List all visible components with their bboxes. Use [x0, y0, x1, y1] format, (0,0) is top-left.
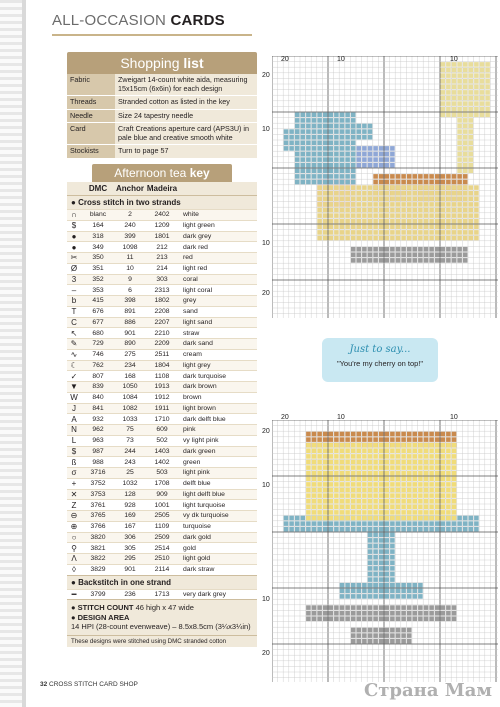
shopping-row	[67, 109, 257, 123]
key-madeira: 2208	[154, 308, 170, 316]
shopping-row	[67, 96, 257, 110]
key-madeira: 1913	[154, 383, 170, 391]
stitch-symbol-icon: N	[71, 425, 77, 435]
key-dmc: 962	[92, 426, 104, 434]
chart2-left-tick-1: 20	[262, 428, 270, 435]
key-colour: light turquoise	[183, 501, 226, 509]
key-rows	[67, 209, 257, 575]
key-anchor: 128	[124, 490, 136, 498]
key-anchor: 6	[128, 286, 132, 294]
stitch-symbol-icon: ○	[71, 532, 77, 542]
key-colour: light red	[183, 265, 208, 273]
key-row	[67, 424, 257, 435]
key-title-1: Afternoon tea	[114, 166, 187, 180]
key-dmc: 3753	[90, 490, 106, 498]
key-madeira: 503	[156, 469, 168, 477]
key-colour: dark grey	[183, 232, 212, 240]
key-row	[67, 456, 257, 467]
stitch-symbol-icon: A	[71, 414, 77, 424]
key-madeira: 1911	[154, 404, 170, 412]
col-madeira: Madeira	[146, 184, 178, 193]
key-madeira: 2505	[154, 512, 170, 520]
design-label: DESIGN AREA	[77, 612, 130, 622]
key-row	[67, 381, 257, 392]
key-madeira: 2207	[154, 318, 170, 326]
key-colour: dark gold	[183, 533, 211, 541]
text-motif	[351, 247, 468, 263]
stitch-symbol-icon: +	[71, 479, 77, 489]
key-anchor: 901	[124, 329, 136, 337]
key-colour: dark turquoise	[183, 372, 227, 380]
key-row	[67, 413, 257, 424]
stitch-symbol-icon: T	[71, 307, 77, 317]
key-anchor: 244	[124, 447, 136, 455]
stitch-symbol-icon: ∿	[70, 350, 78, 360]
back-anchor: 236	[124, 590, 136, 598]
key-row	[67, 306, 257, 317]
key-anchor: 398	[124, 297, 136, 305]
key-madeira: 1804	[154, 361, 170, 369]
key-madeira: 1209	[154, 222, 170, 230]
key-madeira: 2509	[154, 533, 170, 541]
key-madeira: 909	[156, 490, 168, 498]
key-anchor: 891	[124, 308, 136, 316]
key-anchor: 295	[124, 555, 136, 563]
key-madeira: 2511	[154, 351, 170, 359]
stitch-symbol-icon: ✓	[70, 371, 78, 381]
key-dmc: 3820	[90, 533, 106, 541]
key-madeira: 1402	[154, 458, 170, 466]
key-madeira: 502	[156, 437, 168, 445]
key-anchor: 886	[124, 318, 136, 326]
stitch-symbol-icon: ✕	[70, 489, 78, 499]
watermark: Страна Мам	[363, 680, 492, 701]
chart-teapot-grid	[272, 56, 498, 318]
chart2-left-tick-2: 10	[262, 482, 270, 489]
key-dmc: 415	[92, 297, 104, 305]
key-row	[67, 338, 257, 349]
key-dmc: 3765	[90, 512, 106, 520]
key-dmc: 746	[92, 351, 104, 359]
stitch-symbol-icon: ✎	[70, 339, 78, 349]
key-colour: light gold	[183, 555, 211, 563]
key-colour: cream	[183, 351, 202, 359]
key-row	[67, 284, 257, 295]
header-rule	[52, 34, 252, 36]
shopping-key: Needle	[67, 109, 115, 123]
key-anchor: 890	[124, 340, 136, 348]
chart2-top-tick-2: 10	[337, 414, 345, 421]
key-row	[67, 231, 257, 242]
stitch-symbol-icon: $	[71, 221, 77, 231]
stitch-symbol-icon: ⚲	[71, 543, 77, 553]
key-dmc: 677	[92, 318, 104, 326]
stitch-symbol-icon: 3	[71, 274, 77, 284]
stitch-symbol-icon: ⊖	[70, 511, 78, 521]
chart1-left-tick-2: 10	[262, 126, 270, 133]
key-madeira: 2514	[154, 544, 170, 552]
stitch-symbol-icon: ▼	[70, 382, 78, 392]
key-madeira: 1001	[154, 501, 170, 509]
key-anchor: 243	[124, 458, 136, 466]
key-colour: white	[183, 211, 199, 219]
key-row	[67, 349, 257, 360]
key-row	[67, 360, 257, 371]
shopping-row	[67, 123, 257, 145]
key-title-2: key	[189, 166, 210, 180]
shopping-value: Stranded cotton as listed in the key	[115, 96, 257, 110]
key-row	[67, 532, 257, 543]
key-dmc: 318	[92, 232, 104, 240]
key-anchor: 1098	[122, 243, 138, 251]
key-anchor: 928	[124, 501, 136, 509]
key-row	[67, 295, 257, 306]
chart-teapot	[272, 56, 498, 318]
stitch-symbol-icon: ✂	[70, 253, 78, 263]
key-madeira: 214	[156, 265, 168, 273]
col-dmc: DMC	[88, 184, 108, 193]
key-anchor: 234	[124, 361, 136, 369]
key-row	[67, 209, 257, 220]
key-dmc: 807	[92, 372, 104, 380]
stitch-value: 46 high x 47 wide	[135, 603, 194, 613]
key-madeira: 2313	[154, 286, 170, 294]
stitch-symbol-icon: ◊	[72, 565, 76, 575]
key-dmc: 840	[92, 394, 104, 402]
key-anchor: 1082	[122, 404, 138, 412]
key-row	[67, 510, 257, 521]
shopping-title-2: list	[183, 55, 204, 71]
back-dmc: 3799	[90, 590, 106, 598]
key-madeira: 1710	[154, 415, 170, 423]
key-colour: light brown	[183, 404, 216, 412]
key-row	[67, 370, 257, 381]
key-row	[67, 489, 257, 500]
magazine-name: CROSS STITCH CARD SHOP	[49, 681, 138, 688]
key-colour: light sand	[183, 318, 213, 326]
shopping-list	[67, 52, 257, 159]
key-anchor: 73	[126, 437, 134, 445]
key-anchor: 275	[124, 351, 136, 359]
section-back-label: Backstitch in one strand	[78, 577, 171, 587]
key-row	[67, 220, 257, 231]
key-row	[67, 317, 257, 328]
key-madeira: 1403	[154, 447, 170, 455]
key-dmc: 3829	[90, 566, 106, 574]
stitch-symbol-icon: σ	[71, 468, 77, 478]
key-title	[92, 164, 232, 182]
shopping-value: Turn to page 57	[115, 145, 257, 159]
key-madeira: 1708	[154, 480, 170, 488]
header-part2: CARDS	[170, 12, 225, 29]
key-colour: coral	[183, 275, 198, 283]
section-back: ● Backstitch in one strand	[67, 575, 257, 589]
key-colour: dark sand	[183, 340, 213, 348]
col-anchor: Anchor	[116, 184, 144, 193]
key-dmc: 352	[92, 275, 104, 283]
chart1-left-tick-4: 20	[262, 290, 270, 297]
folio	[40, 681, 138, 688]
key-row	[67, 274, 257, 285]
key-dmc: 3821	[90, 544, 106, 552]
key-dmc: 164	[92, 222, 104, 230]
chart1-left-tick-3: 10	[262, 240, 270, 247]
key-dmc: blanc	[89, 211, 107, 219]
stitch-symbol-icon: ↖	[70, 328, 78, 338]
key-madeira: 2210	[154, 329, 170, 337]
key-anchor: 75	[126, 426, 134, 434]
shopping-value: Zweigart 14-count white aida, measuring 15x15cm (6x6in) for each design	[115, 74, 257, 96]
key-madeira: 609	[156, 426, 168, 434]
key-colour: dark red	[183, 243, 208, 251]
key-madeira: 1912	[154, 394, 170, 402]
key-dmc: 351	[92, 265, 104, 273]
key-row	[67, 327, 257, 338]
section-cross-label: Cross stitch in two strands	[78, 198, 181, 207]
stitch-symbol-icon: ∩	[71, 210, 77, 220]
key-madeira: 2209	[154, 340, 170, 348]
key-dmc: 3752	[90, 480, 106, 488]
shopping-value: Size 24 tapestry needle	[115, 109, 257, 123]
key-colour: grey	[183, 297, 197, 305]
key-madeira: 1109	[154, 523, 170, 531]
chart-cake	[272, 420, 498, 682]
key-colour: green	[183, 458, 201, 466]
key-dmc: 987	[92, 447, 104, 455]
chart-cake-grid	[272, 420, 498, 682]
backstitch-row	[67, 589, 257, 600]
key-dmc: 841	[92, 404, 104, 412]
key-anchor: 1084	[122, 394, 138, 402]
back-madeira: 1713	[154, 590, 170, 598]
shopping-key: Stockists	[67, 145, 115, 159]
key-row	[67, 564, 257, 575]
key-dmc: 350	[92, 254, 104, 262]
key-colour: vy light pink	[183, 437, 219, 445]
key-dmc: 353	[92, 286, 104, 294]
stitch-symbol-icon: L	[71, 436, 77, 446]
key-columns	[67, 182, 257, 195]
key-dmc: 729	[92, 340, 104, 348]
key-colour: delft blue	[183, 480, 211, 488]
shopping-key: Threads	[67, 96, 115, 110]
key-anchor: 1032	[122, 480, 138, 488]
shopping-table	[67, 74, 257, 159]
key-dmc: 680	[92, 329, 104, 337]
stitch-symbol-icon: Ʌ	[71, 554, 77, 564]
key-row	[67, 263, 257, 274]
key-anchor: 306	[124, 533, 136, 541]
key-colour: light green	[183, 222, 215, 230]
key-madeira: 1108	[154, 372, 170, 380]
key-dmc: 3822	[90, 555, 106, 563]
stitch-symbol-icon: Z	[71, 500, 77, 510]
key-anchor: 240	[124, 222, 136, 230]
bubble-line1: Just to say...	[349, 344, 411, 355]
key-madeira: 212	[156, 243, 168, 251]
key-colour: brown	[183, 394, 202, 402]
stitch-symbol-icon: b	[71, 296, 77, 306]
chart2-left-tick-4: 20	[262, 650, 270, 657]
shopping-key: Fabric	[67, 74, 115, 96]
stitch-info: ● STITCH COUNT 46 high x 47 wide ● DESIGN AREA 14 HPI (28-count evenweave) – 8.5x8.5cm (3¼x3¼in)	[67, 599, 257, 635]
key-madeira: 2402	[154, 211, 170, 219]
key-anchor: 11	[126, 254, 134, 262]
key-dmc: 3766	[90, 523, 106, 531]
key-dmc: 988	[92, 458, 104, 466]
key-colour: light coral	[183, 286, 213, 294]
chart1-top-tick-1: 20	[281, 56, 289, 63]
key-dmc: 3761	[90, 501, 106, 509]
key-colour: gold	[183, 544, 196, 552]
key-anchor: 169	[124, 512, 136, 520]
key-anchor: 1033	[122, 415, 138, 423]
key-anchor: 1050	[122, 383, 138, 391]
page-number: 32	[40, 681, 48, 688]
stitch-symbol-icon: J	[72, 403, 76, 413]
key-row	[67, 403, 257, 414]
shopping-row	[67, 74, 257, 96]
dmc-note: These designs were stitched using DMC stranded cotton	[67, 635, 257, 647]
thread-key	[67, 164, 257, 647]
key-anchor: 9	[128, 275, 132, 283]
key-dmc: 349	[92, 243, 104, 251]
key-row	[67, 553, 257, 564]
header-part1: ALL-OCCASION	[52, 12, 167, 29]
chart2-top-tick-1: 20	[281, 414, 289, 421]
key-dmc: 676	[92, 308, 104, 316]
key-madeira: 2510	[154, 555, 170, 563]
bubble-line2: "You're my cherry on top!"	[336, 359, 424, 368]
key-colour: sand	[183, 308, 198, 316]
key-colour: turquoise	[183, 523, 211, 531]
stitch-symbol-icon: ●	[71, 231, 77, 241]
key-row	[67, 499, 257, 510]
key-colour: dark delft blue	[183, 415, 226, 423]
key-colour: red	[183, 254, 193, 262]
caption-bubble	[322, 338, 438, 382]
shopping-row	[67, 145, 257, 159]
key-dmc: 932	[92, 415, 104, 423]
shopping-key: Card	[67, 123, 115, 145]
key-row	[67, 542, 257, 553]
stitch-symbol-icon: Ø	[70, 264, 78, 274]
key-row	[67, 446, 257, 457]
key-anchor: 10	[126, 265, 134, 273]
key-colour: light pink	[183, 469, 210, 477]
key-dmc: 762	[92, 361, 104, 369]
key-colour: vy dk turquoise	[183, 512, 229, 520]
text-motif-2	[306, 605, 456, 643]
key-madeira: 1801	[154, 232, 170, 240]
key-row	[67, 521, 257, 532]
chart1-top-tick-2: 10	[337, 56, 345, 63]
binding-shadow	[22, 0, 26, 707]
key-madeira: 303	[156, 275, 168, 283]
key-dmc: 839	[92, 383, 104, 391]
key-dmc: 3716	[90, 469, 106, 477]
page-header	[52, 12, 225, 29]
key-anchor: 167	[124, 523, 136, 531]
design-value: 14 HPI (28-count evenweave) – 8.5x8.5cm (3¼x3¼in)	[71, 622, 251, 632]
key-anchor: 901	[124, 566, 136, 574]
key-row	[67, 478, 257, 489]
stitch-symbol-icon: ●	[71, 242, 77, 252]
chart1-top-tick-3: 10	[450, 56, 458, 63]
stitch-symbol-icon: –	[71, 285, 77, 295]
key-colour: straw	[183, 329, 200, 337]
key-colour: dark straw	[183, 566, 215, 574]
stitch-symbol-icon: C	[71, 317, 77, 327]
stitch-symbol-icon: ⊕	[70, 522, 78, 532]
key-colour: dark brown	[183, 383, 217, 391]
backstitch-line-icon: ━	[71, 589, 77, 599]
stitch-label: STITCH COUNT	[77, 603, 134, 613]
shopping-title	[67, 52, 257, 74]
key-anchor: 305	[124, 544, 136, 552]
shopping-value: Craft Creations aperture card (APS3U) in pale blue and creative smooth white	[115, 123, 257, 145]
stitch-symbol-icon: W	[70, 393, 78, 403]
stitch-symbol-icon: $	[71, 446, 77, 456]
key-anchor: 399	[124, 232, 136, 240]
stitch-symbol-icon: ß	[71, 457, 77, 467]
key-anchor: 2	[128, 211, 132, 219]
key-row	[67, 467, 257, 478]
key-colour: dark green	[183, 447, 216, 455]
key-row	[67, 241, 257, 252]
key-row	[67, 392, 257, 403]
back-colour: very dark grey	[183, 590, 227, 598]
key-madeira: 1802	[154, 297, 170, 305]
key-anchor: 25	[126, 469, 134, 477]
key-colour: pink	[183, 426, 196, 434]
key-anchor: 168	[124, 372, 136, 380]
stitch-symbol-icon: ☾	[70, 360, 78, 370]
key-colour: light grey	[183, 361, 211, 369]
binding-strip	[0, 0, 26, 707]
key-madeira: 2114	[154, 566, 170, 574]
chart2-top-tick-3: 10	[450, 414, 458, 421]
key-row	[67, 252, 257, 263]
shopping-title-1: Shopping	[120, 55, 180, 71]
key-row	[67, 435, 257, 446]
key-colour: light delft blue	[183, 490, 225, 498]
key-dmc: 963	[92, 437, 104, 445]
chart2-left-tick-3: 10	[262, 596, 270, 603]
key-madeira: 213	[156, 254, 168, 262]
stand-motif	[284, 516, 479, 599]
section-cross: ● Cross stitch in two strands	[67, 195, 257, 209]
chart1-left-tick-1: 20	[262, 72, 270, 79]
